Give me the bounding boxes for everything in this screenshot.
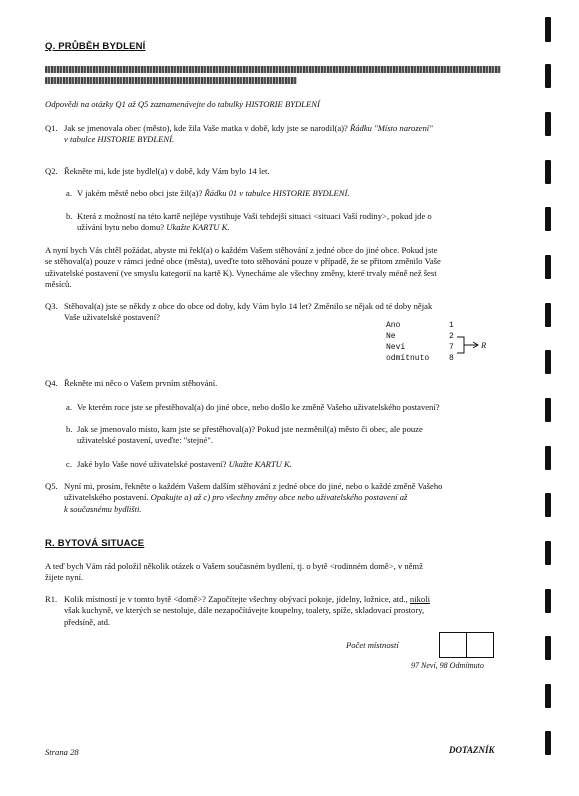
q4-text: Řekněte mi něco o Vašem prvním stěhování. bbox=[64, 378, 218, 388]
section-r-title: R. BYTOVÁ SITUACE bbox=[45, 538, 145, 549]
registration-mark bbox=[545, 541, 551, 565]
moving-intro-paragraph: A nyní bych Vás chtěl požádat, abyste mi řekl(a) o každém Vašem stěhování z jedné obce do jiné obce. Pokud jste se stěhoval(a) pouze v rámci jedné obce (města), uveďte toto stěhování pouze v případě, že se přitom změnilo Vaše uživatelské postavení (ve smyslu kategorií na kartě K). Vynecháme ale všechny změny, které trvaly méně než šest měsíců. bbox=[45, 245, 441, 290]
q3-options bbox=[386, 321, 466, 365]
registration-mark bbox=[545, 160, 551, 184]
garbled-instruction-text bbox=[45, 65, 501, 87]
registration-mark bbox=[545, 398, 551, 422]
section-q-title: Q. PRŮBĚH BYDLENÍ bbox=[45, 41, 146, 52]
q3-option[interactable]: Neví 7 bbox=[386, 343, 454, 352]
q5-text: Nyní mi, prosím, řekněte o každém Vašem dalším stěhování z jedné obce do jiné, nebo o každé změně Vašeho uživatelského postavení. Opakujte a) až c) pro všechny změny obce nebo uživatelského postavení až k současnému bydlišti. bbox=[64, 481, 443, 514]
rooms-count-box-2[interactable] bbox=[466, 632, 494, 658]
registration-mark bbox=[545, 589, 551, 613]
q4-number: Q4. bbox=[45, 378, 58, 388]
q3-option[interactable]: Ne 2 bbox=[386, 332, 454, 341]
r1-text: Kolik místností je v tomto bytě <domě>? Započítejte všechny obývací pokoje, jídelny, ložnice, atd., nikoli však kuchyně, ve kterých se nestoluje, dále nezapočítávejte koupelny, toalety, spíže, skladovací prostory, předsíně, atd. bbox=[64, 594, 430, 627]
q2a-label: a. bbox=[66, 188, 72, 198]
registration-mark bbox=[545, 64, 551, 88]
q4c-text: Jaké bylo Vaše nové uživatelské postavení? Ukažte KARTU K. bbox=[77, 459, 292, 469]
registration-mark bbox=[545, 303, 551, 327]
footer-title: DOTAZNÍK bbox=[449, 745, 495, 755]
q3-skip-target: R bbox=[481, 340, 487, 350]
registration-mark bbox=[545, 636, 551, 660]
q-instruction: Odpovědi na otázky Q1 až Q5 zaznamenávejte do tabulky HISTORIE BYDLENÍ bbox=[45, 99, 320, 109]
q1-text: Jak se jmenovala obec (město), kde žila Vaše matka v době, kdy jste se narodil(a)? Řádku "Místo narození" v tabulce HISTORIE BYDLENÍ. bbox=[64, 123, 433, 145]
registration-mark bbox=[545, 350, 551, 374]
registration-mark bbox=[545, 17, 551, 42]
q2-text: Řekněte mi, kde jste bydlel(a) v době, kdy Vám bylo 14 let. bbox=[64, 166, 270, 176]
registration-mark bbox=[545, 207, 551, 231]
registration-mark bbox=[545, 731, 551, 755]
q3-option[interactable]: odmítnuto 8 bbox=[386, 354, 454, 363]
registration-mark bbox=[545, 112, 551, 136]
q2b-text: Která z možností na této kartě nejlépe vystihuje Vaši tehdejší situaci <situaci Vaší rodiny>, pokud jde o užívání bytu nebo domu? Ukažte KARTU K. bbox=[77, 211, 432, 233]
q4c-label: c. bbox=[66, 459, 72, 469]
registration-mark bbox=[545, 493, 551, 517]
q2a-text: V jakém městě nebo obci jste žil(a)? Řádku 01 v tabulce HISTORIE BYDLENÍ. bbox=[77, 188, 350, 198]
r-intro: A teď bych Vám rád položil několik otázek o Vašem současném bydlení, tj. o bytě <rodinném domě>, v němž žijete nyní. bbox=[45, 561, 423, 583]
r1-number: R1. bbox=[45, 594, 58, 604]
q5-number: Q5. bbox=[45, 481, 58, 491]
q4a-text: Ve kterém roce jste se přestěhoval(a) do jiné obce, nebo došlo ke změně Vašeho uživatelského postavení? bbox=[77, 402, 440, 412]
q3-text: Stěhoval(a) jste se někdy z obce do obce od doby, kdy Vám bylo 14 let? Změnilo se nějak od té doby nějak Vaše uživatelské postavení? bbox=[64, 301, 433, 323]
q2-number: Q2. bbox=[45, 166, 58, 176]
registration-mark bbox=[545, 446, 551, 470]
q3-option[interactable]: Ano 1 bbox=[386, 321, 454, 330]
q4a-label: a. bbox=[66, 402, 72, 412]
rooms-count-box-1[interactable] bbox=[439, 632, 467, 658]
rooms-codes-note: 97 Neví, 98 Odmítnuto bbox=[411, 661, 484, 670]
q2b-label: b. bbox=[66, 211, 73, 221]
registration-mark bbox=[545, 255, 551, 279]
rooms-count-label: Počet místností bbox=[346, 640, 399, 650]
q4b-label: b. bbox=[66, 424, 73, 434]
q3-number: Q3. bbox=[45, 301, 58, 311]
q4b-text: Jak se jmenovalo místo, kam jste se přestěhoval(a)? Pokud jste nezměnil(a) město či obec, ale pouze uživatelské postavení, uveďte: "stejné". bbox=[77, 424, 423, 446]
page-number: Strana 28 bbox=[45, 747, 79, 757]
registration-mark bbox=[545, 684, 551, 708]
q1-number: Q1. bbox=[45, 123, 58, 133]
